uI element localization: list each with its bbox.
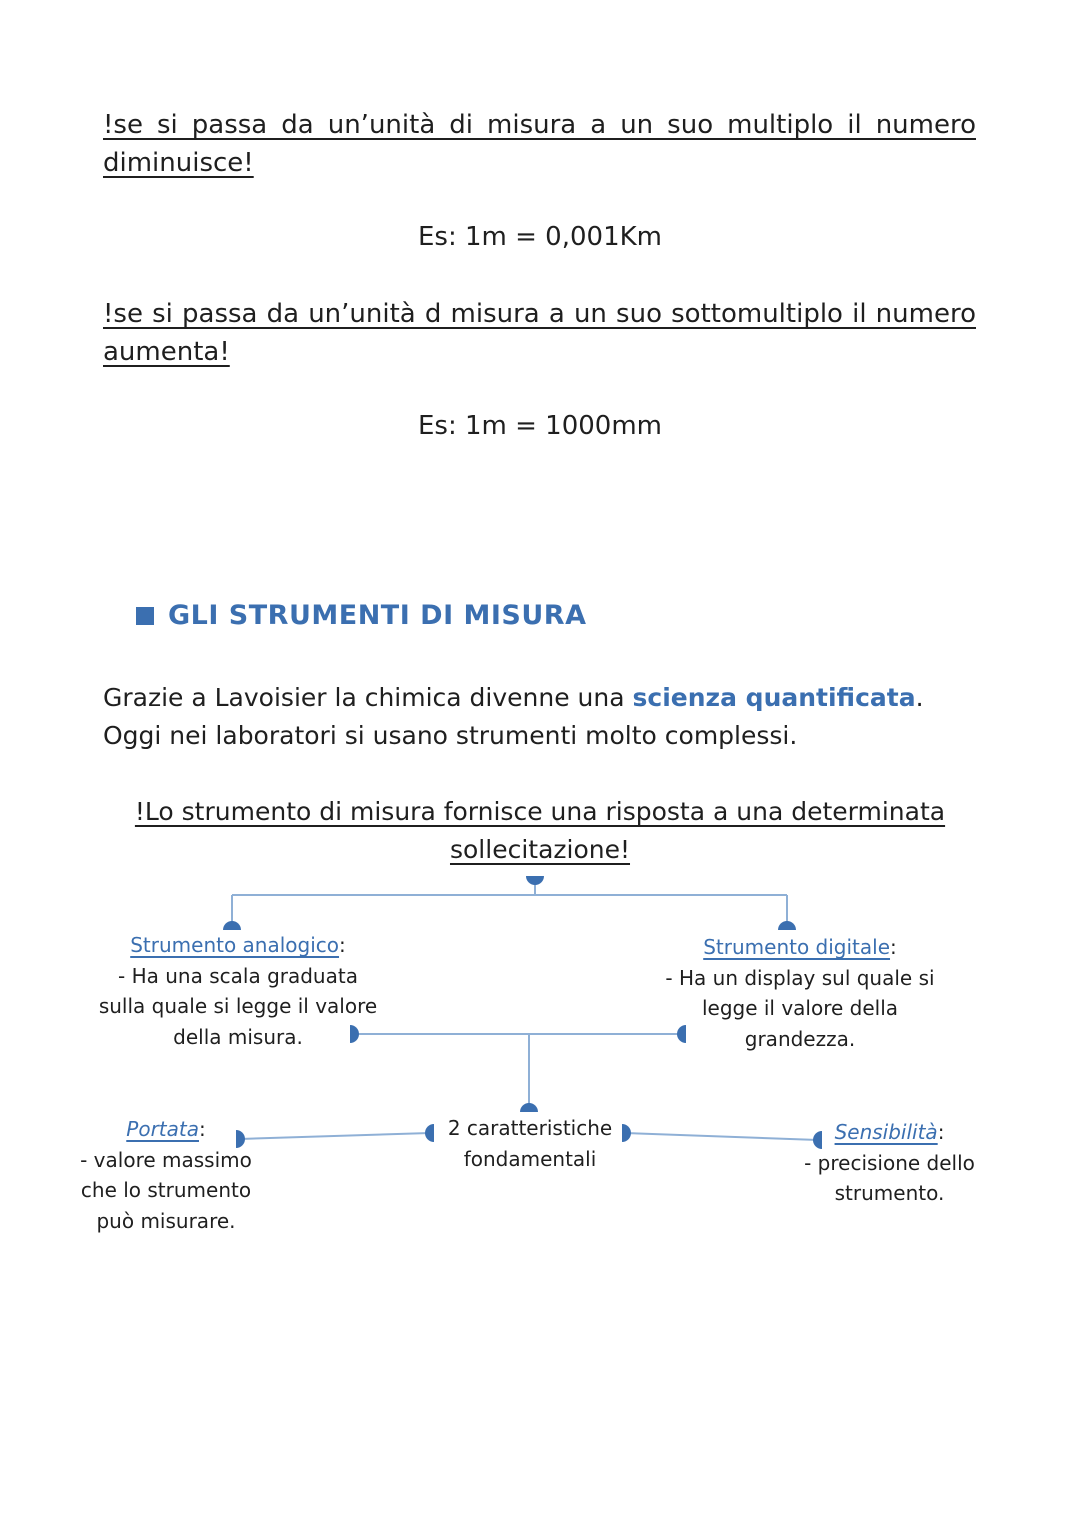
node-handle-center-top: [520, 1103, 538, 1112]
node-portata: [66, 1114, 266, 1236]
rule-sottomultiplo: !se si passa da un’unità d misura a un suo sottomultiplo il numero aumenta!: [103, 299, 976, 367]
node-portata-heading: [66, 1114, 266, 1145]
intro-highlight: scienza quantificata: [632, 683, 916, 712]
node-center-line: fondamentali: [463, 1146, 597, 1171]
node-digital: [650, 932, 950, 1054]
connector-to-portata: [240, 1133, 430, 1139]
node-portata-line: può misurare.: [96, 1208, 236, 1233]
node-analog-line: - Ha una scala graduata: [118, 963, 358, 988]
node-portata-title: Portata: [126, 1117, 199, 1141]
node-portata-line: che lo strumento: [80, 1178, 252, 1202]
node-sensibilita-colon: :: [937, 1120, 945, 1144]
section-title: GLI STRUMENTI DI MISURA: [168, 600, 587, 631]
intro-line-2: Oggi nei laboratori si usano strumenti molto complessi.: [103, 721, 798, 750]
node-digital-title: Strumento digitale: [703, 935, 891, 959]
node-handle-analog: [223, 921, 241, 930]
node-analog-line: sulla quale si legge il valore: [98, 994, 378, 1018]
node-digital-line: legge il valore della: [701, 996, 899, 1020]
node-center: [420, 1113, 640, 1174]
node-sensibilita-heading: [792, 1117, 987, 1148]
node-handle-digital: [778, 921, 796, 930]
node-portata-line: - valore massimo: [80, 1147, 252, 1172]
example-multiplo: Es: 1m = 0,001Km: [418, 222, 662, 252]
node-sensibilita-line: - precisione dello: [804, 1150, 975, 1175]
node-sensibilita: [792, 1117, 987, 1209]
rule-multiplo: !se si passa da un’unità di misura a un suo multiplo il numero diminuisce!: [103, 110, 976, 178]
node-analog-heading: [88, 930, 388, 961]
node-digital-line: - Ha un display sul quale si: [665, 965, 935, 990]
node-analog-title: Strumento analogico: [130, 933, 340, 957]
statement: !Lo strumento di misura fornisce una risposta a una determinata sollecitazione!: [134, 797, 946, 864]
connector-to-sensibilita: [624, 1133, 818, 1140]
intro-text: Grazie a Lavoisier la chimica divenne una: [103, 683, 633, 712]
node-analog-line: della misura.: [173, 1024, 303, 1049]
node-digital-colon: :: [890, 935, 897, 959]
node-analog: [88, 930, 388, 1052]
node-sensibilita-title: Sensibilità: [834, 1120, 938, 1144]
node-center-line: 2 caratteristiche: [447, 1116, 613, 1140]
node-digital-heading: [650, 932, 950, 963]
node-sensibilita-line: strumento.: [834, 1181, 945, 1205]
node-digital-line: grandezza.: [744, 1026, 856, 1051]
node-handle-statement: [526, 876, 544, 885]
intro-period: .: [915, 683, 924, 712]
node-portata-colon: :: [198, 1117, 206, 1141]
node-analog-colon: :: [339, 933, 346, 957]
example-sottomultiplo: Es: 1m = 1000mm: [417, 411, 662, 441]
